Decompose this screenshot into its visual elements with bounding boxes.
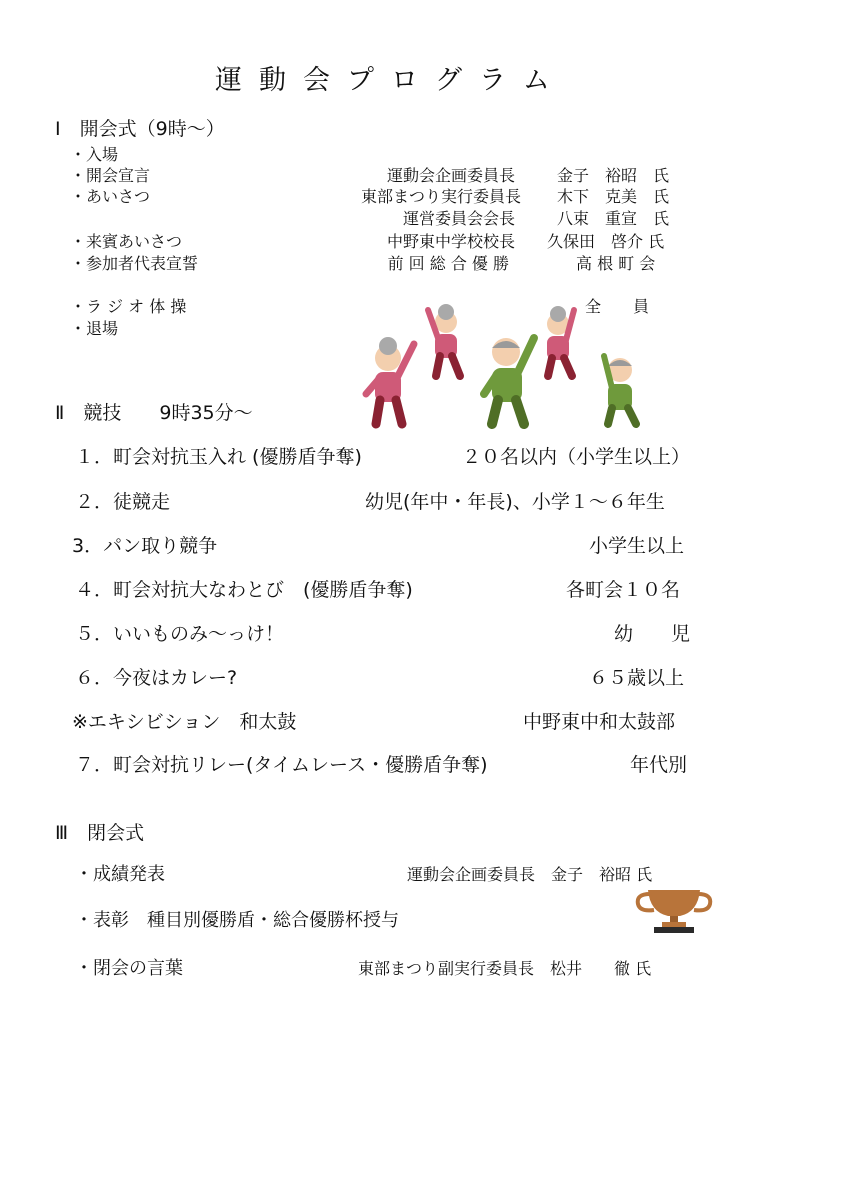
event-target: 年代別 xyxy=(630,754,688,776)
opening-item-role: 東部まつり実行委員長 xyxy=(360,187,521,206)
event-target: 各町会１０名 xyxy=(566,579,681,601)
event-name: ４．町会対抗大なわとび (優勝盾争奪) xyxy=(75,579,413,601)
page-title: 運動会プログラム xyxy=(215,65,567,96)
opening-item-role: 中野東中学校校長 xyxy=(386,232,515,251)
event-target: ２０名以内（小学生以上） xyxy=(462,446,691,468)
event-name: ※エキシビション 和太鼓 xyxy=(72,711,297,733)
closing-heading: Ⅲ 閉会式 xyxy=(55,822,145,844)
event-name: ５．いいものみ〜っけ！ xyxy=(75,623,285,645)
closing-item-label: ・閉会の言葉 xyxy=(75,958,183,979)
opening-item-label: ・来賓あいさつ xyxy=(70,232,183,251)
event-name: ６．今夜はカレー? xyxy=(75,667,238,689)
exercising-seniors-illustration xyxy=(358,290,668,430)
closing-item-right: 運動会企画委員長 金子 裕昭 氏 xyxy=(407,865,653,884)
senior-woman-figure xyxy=(428,304,460,376)
opening-item-label: ・入場 xyxy=(70,145,119,164)
opening-item-role: 運動会企画委員長 xyxy=(386,166,515,185)
opening-item-role: 運営委員会会長 xyxy=(402,209,515,228)
opening-item-label: ・あいさつ xyxy=(70,187,151,206)
opening-item-person: 金子 裕昭 氏 xyxy=(557,166,670,185)
closing-item-label: ・成績発表 xyxy=(75,864,165,885)
trophy-icon xyxy=(632,888,716,934)
event-target: ６５歳以上 xyxy=(589,667,685,689)
opening-item-label: ・開会宣言 xyxy=(70,166,151,185)
event-name: 3．パン取り競争 xyxy=(72,535,218,557)
closing-item-right: 東部まつり副実行委員長 松井 徹 氏 xyxy=(358,959,652,978)
opening-heading: Ⅰ 開会式（9時〜） xyxy=(55,118,225,140)
closing-item-label: ・表彰 種目別優勝盾・総合優勝杯授与 xyxy=(75,910,399,931)
opening-item-person: 高 根 町 会 xyxy=(576,254,656,273)
opening-item-label: ・参加者代表宣誓 xyxy=(70,254,199,273)
opening-item-label: ・退場 xyxy=(70,319,119,338)
event-target: 小学生以上 xyxy=(589,535,685,557)
event-name: １．町会対抗玉入れ (優勝盾争奪) xyxy=(75,446,362,468)
event-target: 幼児(年中・年長)、小学１〜６年生 xyxy=(365,491,665,513)
event-name: ７．町会対抗リレー(タイムレース・優勝盾争奪) xyxy=(75,754,488,776)
competition-heading: Ⅱ 競技 9時35分〜 xyxy=(55,402,253,424)
opening-item-person: 全 員 xyxy=(585,297,650,316)
event-target: 幼 児 xyxy=(614,623,691,645)
opening-item-role: 前 回 総 合 優 勝 xyxy=(387,254,509,273)
opening-item-person: 八束 重宣 氏 xyxy=(557,209,670,228)
opening-item-person: 木下 克美 氏 xyxy=(557,187,670,206)
event-target: 中野東中和太鼓部 xyxy=(523,711,676,733)
senior-man-figure xyxy=(604,356,636,424)
event-name: ２．徒競走 xyxy=(75,491,171,513)
opening-item-label: ・ラ ジ オ 体 操 xyxy=(70,297,187,316)
senior-woman-figure xyxy=(366,337,414,424)
senior-woman-figure xyxy=(547,306,574,376)
senior-man-figure xyxy=(484,338,534,424)
opening-item-person: 久保田 啓介 氏 xyxy=(547,232,665,251)
